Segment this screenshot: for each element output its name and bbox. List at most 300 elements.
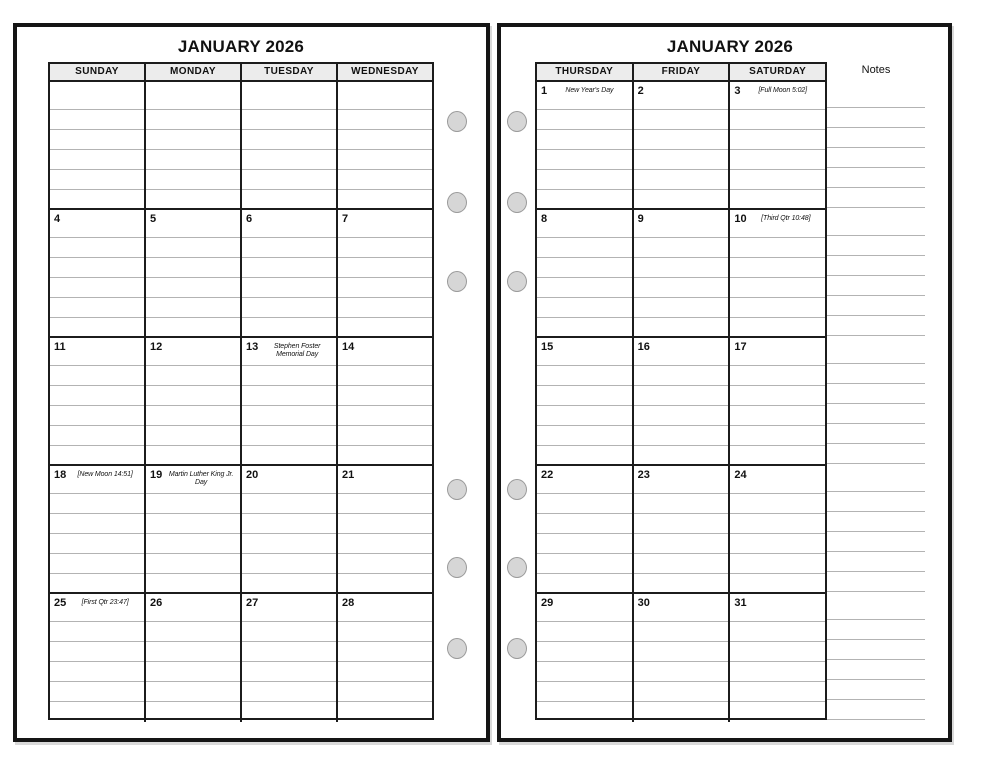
writing-line xyxy=(634,109,729,110)
day-number: 22 xyxy=(541,469,554,481)
writing-line xyxy=(146,621,240,622)
day-number: 14 xyxy=(342,341,355,353)
writing-line xyxy=(338,405,432,406)
writing-line xyxy=(730,317,825,318)
writing-line xyxy=(146,149,240,150)
writing-line xyxy=(242,405,336,406)
writing-line xyxy=(50,493,144,494)
writing-line xyxy=(146,493,240,494)
writing-line xyxy=(634,533,729,534)
writing-line xyxy=(146,573,240,574)
binder-hole xyxy=(447,271,467,292)
week-row xyxy=(537,338,825,466)
day-cell-header xyxy=(242,466,336,481)
binder-hole xyxy=(507,638,527,659)
week-row xyxy=(537,82,825,210)
day-annotation: New Year's Day xyxy=(565,87,614,94)
notes-line xyxy=(827,443,925,444)
day-annotation: Stephen Foster Memorial Day xyxy=(273,343,321,359)
day-cell xyxy=(144,210,240,336)
writing-line xyxy=(730,385,825,386)
notes-line xyxy=(827,235,925,236)
writing-line xyxy=(634,405,729,406)
writing-line xyxy=(537,169,632,170)
writing-line xyxy=(146,533,240,534)
day-cell xyxy=(537,594,632,722)
writing-line xyxy=(537,641,632,642)
writing-line xyxy=(634,493,729,494)
writing-line xyxy=(242,513,336,514)
writing-line xyxy=(730,425,825,426)
notes-column xyxy=(827,62,925,720)
writing-line xyxy=(537,365,632,366)
day-cell-header xyxy=(730,466,825,481)
writing-line xyxy=(146,405,240,406)
day-cell-header xyxy=(50,210,144,225)
writing-line xyxy=(730,189,825,190)
writing-line xyxy=(338,681,432,682)
writing-line xyxy=(338,109,432,110)
writing-line xyxy=(50,365,144,366)
day-cell-header xyxy=(730,82,825,97)
writing-line xyxy=(146,169,240,170)
weekday-header: TUESDAY xyxy=(240,64,336,80)
week-row xyxy=(537,210,825,338)
notes-line xyxy=(827,491,925,492)
page-title: JANUARY 2026 xyxy=(177,37,305,56)
day-cell xyxy=(50,210,144,336)
writing-line xyxy=(537,445,632,446)
writing-line xyxy=(730,237,825,238)
notes-line xyxy=(827,187,925,188)
day-number: 7 xyxy=(342,213,349,225)
week-row xyxy=(537,594,825,722)
week-row xyxy=(50,466,432,594)
day-cell xyxy=(240,466,336,592)
day-cell xyxy=(632,466,729,592)
notes-line xyxy=(827,659,925,660)
writing-line xyxy=(537,553,632,554)
writing-line xyxy=(634,681,729,682)
weekday-header: SUNDAY xyxy=(50,64,144,80)
notes-line xyxy=(827,619,925,620)
writing-line xyxy=(242,385,336,386)
writing-line xyxy=(146,189,240,190)
writing-line xyxy=(730,553,825,554)
page-right xyxy=(497,23,952,742)
writing-line xyxy=(242,641,336,642)
day-number: 4 xyxy=(54,213,61,225)
writing-line xyxy=(146,237,240,238)
writing-line xyxy=(242,109,336,110)
writing-line xyxy=(50,573,144,574)
day-cell xyxy=(537,210,632,336)
day-cell-header xyxy=(338,594,432,609)
writing-line xyxy=(242,189,336,190)
day-number: 23 xyxy=(637,469,650,481)
writing-line xyxy=(537,681,632,682)
writing-line xyxy=(242,445,336,446)
writing-line xyxy=(50,237,144,238)
day-cell xyxy=(728,594,825,722)
notes-line xyxy=(827,571,925,572)
writing-line xyxy=(537,661,632,662)
day-cell xyxy=(144,466,240,592)
day-cell xyxy=(50,338,144,464)
writing-line xyxy=(537,493,632,494)
day-annotation: [New Moon 14:51] xyxy=(77,471,133,478)
binder-hole xyxy=(507,111,527,132)
day-number: 26 xyxy=(150,597,163,609)
writing-line xyxy=(730,277,825,278)
writing-line xyxy=(242,621,336,622)
day-number xyxy=(338,82,342,85)
writing-line xyxy=(338,257,432,258)
writing-line xyxy=(730,365,825,366)
writing-line xyxy=(50,385,144,386)
day-cell-header xyxy=(537,210,632,225)
day-number: 17 xyxy=(734,341,747,353)
day-cell-header xyxy=(146,594,240,609)
day-cell-header xyxy=(50,466,144,481)
writing-line xyxy=(730,257,825,258)
weekday-header: WEDNESDAY xyxy=(336,64,432,80)
day-cell-header xyxy=(242,594,336,609)
writing-line xyxy=(50,149,144,150)
writing-line xyxy=(242,169,336,170)
binder-hole xyxy=(507,557,527,578)
day-cell xyxy=(336,82,432,208)
writing-line xyxy=(537,297,632,298)
day-cell-header xyxy=(537,466,632,481)
writing-line xyxy=(634,573,729,574)
notes-line xyxy=(827,591,925,592)
writing-line xyxy=(146,445,240,446)
writing-line xyxy=(338,641,432,642)
writing-line xyxy=(338,237,432,238)
notes-line xyxy=(827,127,925,128)
day-cell-header xyxy=(634,594,729,609)
writing-line xyxy=(730,109,825,110)
writing-line xyxy=(537,425,632,426)
writing-line xyxy=(634,297,729,298)
writing-line xyxy=(537,129,632,130)
binder-hole xyxy=(447,192,467,213)
notes-line xyxy=(827,107,925,108)
day-cell xyxy=(50,594,144,722)
day-number: 13 xyxy=(246,341,259,353)
week-row xyxy=(50,210,432,338)
day-cell-header xyxy=(242,338,336,360)
day-number: 27 xyxy=(246,597,259,609)
day-cell xyxy=(240,82,336,208)
notes-line xyxy=(827,719,925,720)
writing-line xyxy=(338,553,432,554)
writing-line xyxy=(338,297,432,298)
day-number: 20 xyxy=(246,469,259,481)
writing-line xyxy=(242,533,336,534)
writing-line xyxy=(634,277,729,278)
writing-line xyxy=(338,169,432,170)
writing-line xyxy=(242,425,336,426)
writing-line xyxy=(50,405,144,406)
day-number: 19 xyxy=(150,469,163,481)
writing-line xyxy=(338,277,432,278)
notes-line xyxy=(827,275,925,276)
writing-line xyxy=(537,701,632,702)
day-number: 8 xyxy=(541,213,548,225)
day-cell-header xyxy=(634,338,729,353)
writing-line xyxy=(242,573,336,574)
writing-line xyxy=(146,425,240,426)
writing-line xyxy=(537,277,632,278)
writing-line xyxy=(537,237,632,238)
writing-line xyxy=(634,553,729,554)
writing-line xyxy=(50,533,144,534)
day-cell-header xyxy=(242,210,336,225)
day-number: 5 xyxy=(150,213,157,225)
writing-line xyxy=(146,385,240,386)
writing-line xyxy=(537,533,632,534)
writing-line xyxy=(537,109,632,110)
weekday-header: THURSDAY xyxy=(537,64,632,80)
writing-line xyxy=(634,661,729,662)
notes-line xyxy=(827,295,925,296)
weekday-header: MONDAY xyxy=(144,64,240,80)
day-cell-header xyxy=(730,210,825,225)
weekday-header-row xyxy=(50,64,432,82)
day-number: 15 xyxy=(541,341,554,353)
writing-line xyxy=(242,317,336,318)
day-number: 29 xyxy=(541,597,554,609)
day-number: 11 xyxy=(54,341,66,353)
day-cell-header xyxy=(338,338,432,353)
writing-line xyxy=(50,641,144,642)
writing-line xyxy=(730,661,825,662)
writing-line xyxy=(50,553,144,554)
day-cell xyxy=(632,594,729,722)
day-cell xyxy=(537,466,632,592)
writing-line xyxy=(634,445,729,446)
day-annotation: Martin Luther King Jr. Day xyxy=(168,471,234,487)
day-cell-header xyxy=(537,594,632,609)
day-number: 12 xyxy=(150,341,163,353)
writing-line xyxy=(634,237,729,238)
calendar-grid xyxy=(48,62,434,720)
writing-line xyxy=(146,317,240,318)
day-number: 21 xyxy=(342,469,355,481)
day-cell-header xyxy=(730,338,825,353)
writing-line xyxy=(242,681,336,682)
writing-line xyxy=(338,661,432,662)
notes-line xyxy=(827,255,925,256)
writing-line xyxy=(537,317,632,318)
notes-line xyxy=(827,551,925,552)
writing-line xyxy=(730,621,825,622)
binder-hole xyxy=(447,479,467,500)
writing-line xyxy=(730,129,825,130)
day-cell xyxy=(240,338,336,464)
writing-line xyxy=(634,385,729,386)
writing-line xyxy=(338,533,432,534)
day-cell xyxy=(632,210,729,336)
writing-line xyxy=(338,149,432,150)
writing-line xyxy=(338,425,432,426)
day-cell xyxy=(50,82,144,208)
day-cell-header xyxy=(146,210,240,225)
writing-line xyxy=(146,129,240,130)
writing-line xyxy=(730,573,825,574)
weekday-header: SATURDAY xyxy=(728,64,825,80)
notes-line xyxy=(827,463,925,464)
writing-line xyxy=(537,257,632,258)
writing-line xyxy=(146,277,240,278)
writing-line xyxy=(634,641,729,642)
writing-line xyxy=(50,317,144,318)
writing-line xyxy=(634,365,729,366)
day-number: 1 xyxy=(541,85,548,97)
writing-line xyxy=(242,297,336,298)
writing-line xyxy=(338,317,432,318)
day-cell xyxy=(728,338,825,464)
day-cell-header xyxy=(50,338,144,353)
writing-line xyxy=(730,513,825,514)
day-cell-header xyxy=(146,466,240,488)
day-cell-header xyxy=(338,210,432,225)
day-annotation: [First Qtr 23:47] xyxy=(81,599,129,606)
binder-hole xyxy=(447,557,467,578)
writing-line xyxy=(338,493,432,494)
notes-line xyxy=(827,403,925,404)
day-number: 25 xyxy=(54,597,67,609)
day-cell xyxy=(537,338,632,464)
day-number: 3 xyxy=(734,85,741,97)
day-cell xyxy=(336,466,432,592)
day-cell xyxy=(632,82,729,208)
day-cell xyxy=(728,210,825,336)
writing-line xyxy=(146,297,240,298)
writing-line xyxy=(50,445,144,446)
binder-hole xyxy=(507,479,527,500)
day-cell xyxy=(50,466,144,592)
day-cell-header xyxy=(338,466,432,481)
day-number: 2 xyxy=(637,85,644,97)
writing-line xyxy=(730,169,825,170)
writing-line xyxy=(50,189,144,190)
day-cell xyxy=(728,466,825,592)
writing-line xyxy=(730,297,825,298)
day-cell-header xyxy=(730,594,825,609)
writing-line xyxy=(242,365,336,366)
day-number: 10 xyxy=(734,213,747,225)
writing-line xyxy=(338,129,432,130)
day-number: 24 xyxy=(734,469,747,481)
day-cell xyxy=(728,82,825,208)
week-row xyxy=(537,466,825,594)
writing-line xyxy=(730,149,825,150)
notes-label: Notes xyxy=(861,64,891,76)
day-cell-header xyxy=(146,82,240,85)
calendar-grid xyxy=(535,62,827,720)
day-cell xyxy=(144,82,240,208)
day-annotation: [Full Moon 5:02] xyxy=(758,87,808,94)
binder-hole xyxy=(507,271,527,292)
writing-line xyxy=(50,297,144,298)
writing-line xyxy=(146,701,240,702)
notes-line xyxy=(827,363,925,364)
writing-line xyxy=(50,661,144,662)
writing-line xyxy=(730,533,825,534)
writing-line xyxy=(242,661,336,662)
day-cell-header xyxy=(634,82,729,97)
writing-line xyxy=(730,641,825,642)
day-number xyxy=(146,82,150,85)
binder-hole xyxy=(447,638,467,659)
writing-line xyxy=(242,701,336,702)
day-cell xyxy=(537,82,632,208)
writing-line xyxy=(146,257,240,258)
notes-line xyxy=(827,315,925,316)
writing-line xyxy=(146,681,240,682)
day-cell xyxy=(144,594,240,722)
writing-line xyxy=(242,277,336,278)
day-cell-header xyxy=(50,594,144,609)
writing-line xyxy=(537,573,632,574)
writing-line xyxy=(338,573,432,574)
writing-line xyxy=(338,445,432,446)
writing-line xyxy=(634,169,729,170)
day-cell xyxy=(336,338,432,464)
writing-line xyxy=(634,149,729,150)
writing-line xyxy=(146,365,240,366)
day-cell-header xyxy=(634,466,729,481)
writing-line xyxy=(537,513,632,514)
writing-line xyxy=(537,385,632,386)
day-number: 18 xyxy=(54,469,67,481)
writing-line xyxy=(242,493,336,494)
day-cell-header xyxy=(146,338,240,353)
day-number: 31 xyxy=(734,597,747,609)
writing-line xyxy=(730,701,825,702)
writing-line xyxy=(537,621,632,622)
day-number: 28 xyxy=(342,597,355,609)
day-cell xyxy=(240,594,336,722)
day-number: 16 xyxy=(637,341,650,353)
notes-line xyxy=(827,531,925,532)
weekday-header: FRIDAY xyxy=(632,64,729,80)
day-cell xyxy=(336,594,432,722)
notes-line xyxy=(827,147,925,148)
writing-line xyxy=(50,425,144,426)
writing-line xyxy=(242,149,336,150)
notes-line xyxy=(827,639,925,640)
day-number xyxy=(242,82,246,85)
writing-line xyxy=(50,257,144,258)
writing-line xyxy=(50,701,144,702)
writing-line xyxy=(338,621,432,622)
writing-line xyxy=(338,385,432,386)
writing-line xyxy=(146,109,240,110)
writing-line xyxy=(634,425,729,426)
notes-line xyxy=(827,679,925,680)
day-cell-header xyxy=(537,338,632,353)
week-row xyxy=(50,82,432,210)
writing-line xyxy=(146,553,240,554)
writing-line xyxy=(146,641,240,642)
day-annotation: [Third Qtr 10:48] xyxy=(761,215,811,222)
notes-line xyxy=(827,207,925,208)
writing-line xyxy=(634,129,729,130)
